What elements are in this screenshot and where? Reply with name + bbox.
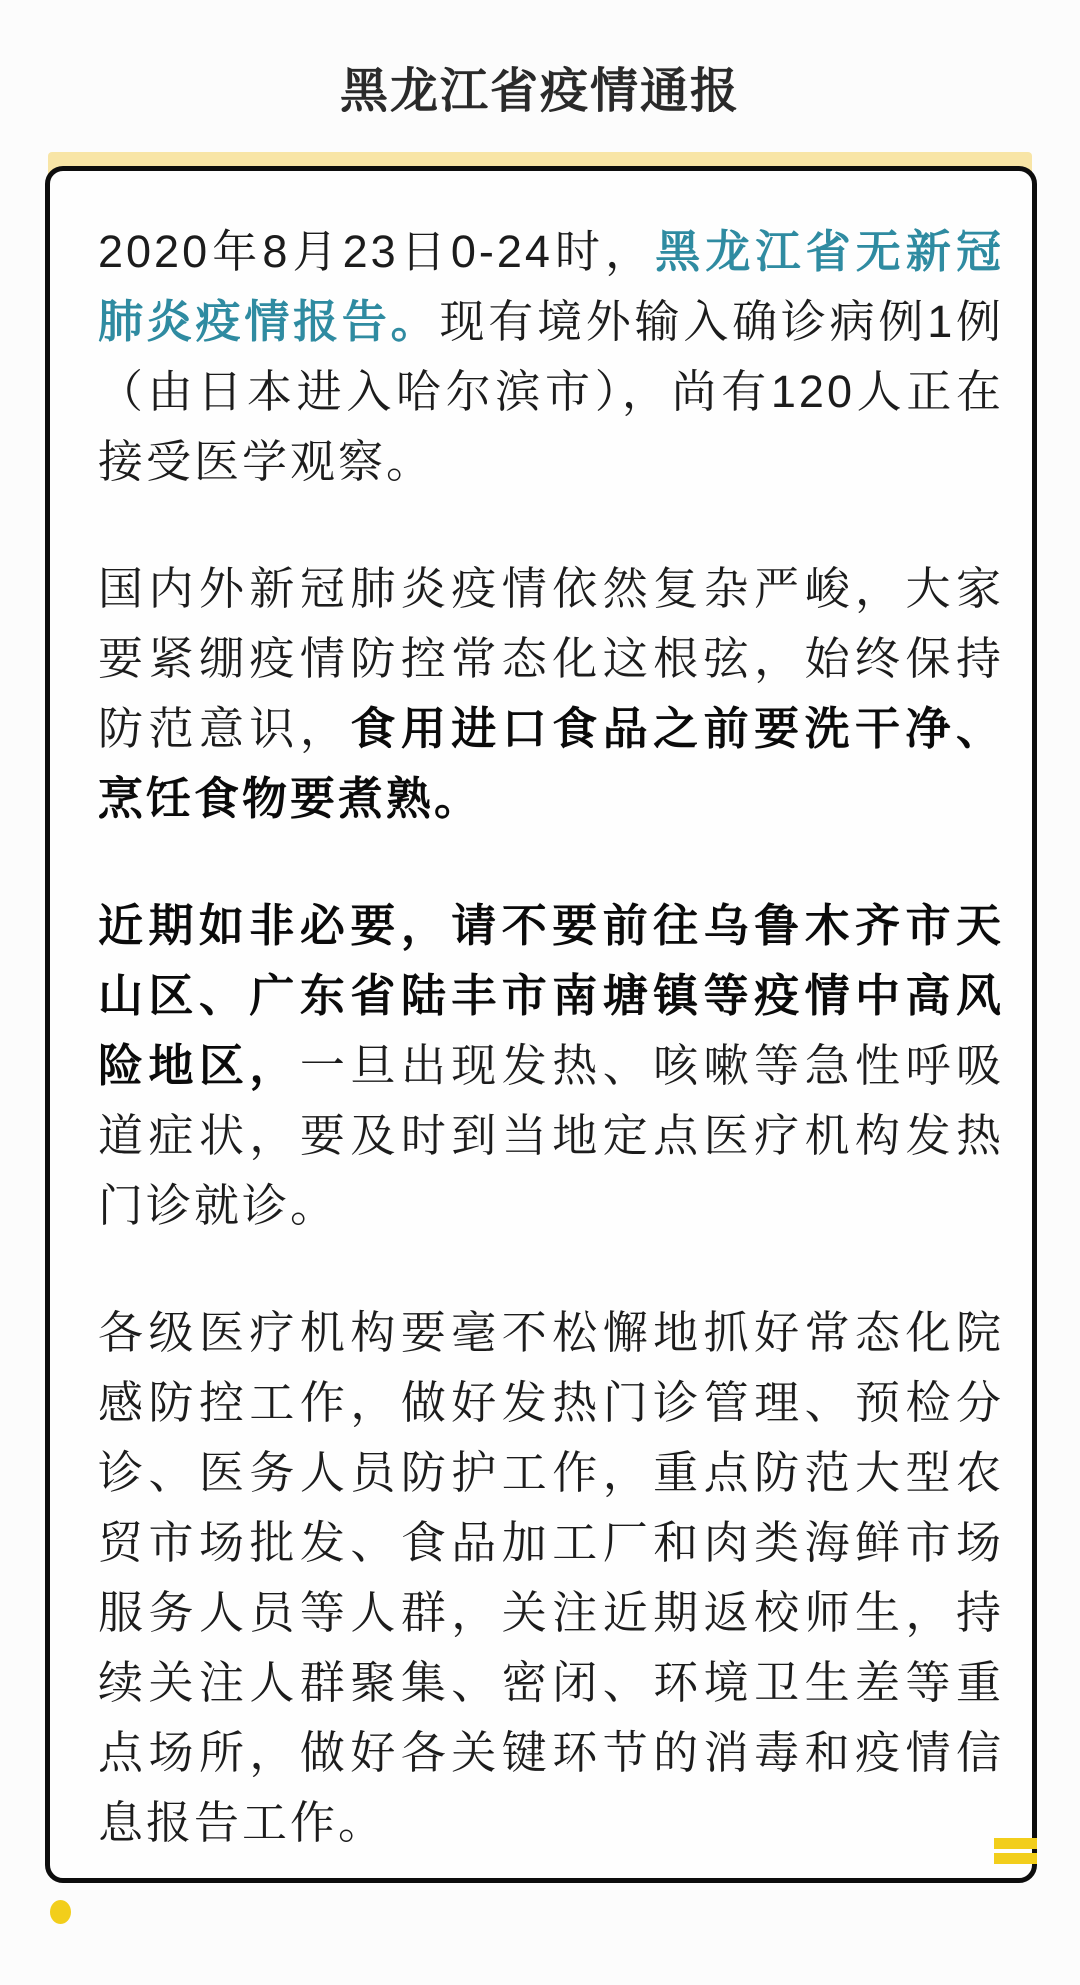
text-segment: 食用进口食品之前要洗干净、烹饪食物要煮熟。 [98, 703, 1004, 824]
text-segment: 2020年8月23日0-24时， [98, 226, 656, 277]
paragraph [98, 891, 1004, 1241]
text-segment: 现有境外输入确诊病例1例（由日本进入哈尔滨市），尚有120人正在接受医学观察。 [98, 296, 1004, 487]
equals-icon [994, 1838, 1037, 1864]
equals-bar-bottom [994, 1853, 1037, 1864]
dot-icon [50, 1900, 71, 1924]
report-body [50, 171, 1032, 1858]
paragraph [98, 1298, 1004, 1858]
equals-bar-top [994, 1838, 1037, 1849]
text-segment: 近期如非必要，请不要前往乌鲁木齐市天山区、广东省陆丰市南塘镇等疫情中高风险地区， [98, 900, 1004, 1091]
text-segment: 一旦出现发热、咳嗽等急性呼吸道症状，要及时到当地定点医疗机构发热门诊就诊。 [98, 1040, 1004, 1231]
report-card [45, 166, 1037, 1883]
paragraph [98, 217, 1004, 497]
text-segment: 黑龙江省无新冠肺炎疫情报告。 [98, 226, 1004, 347]
page-title: 黑龙江省疫情通报 [339, 65, 740, 118]
text-segment: 国内外新冠肺炎疫情依然复杂严峻，大家要紧绷疫情防控常态化这根弦，始终保持防范意识， [98, 563, 1004, 754]
text-segment: 各级医疗机构要毫不松懈地抓好常态化院感防控工作，做好发热门诊管理、预检分诊、医务人员防护工作，重点防范大型农贸市场批发、食品加工厂和肉类海鲜市场服务人员等人群，关注近期返校师生，持续关注人群聚集、密闭、环境卫生差等重点场所，做好各关键环节的消毒和疫情信息报告工作。 [98, 1307, 1004, 1848]
paragraph [98, 554, 1004, 834]
